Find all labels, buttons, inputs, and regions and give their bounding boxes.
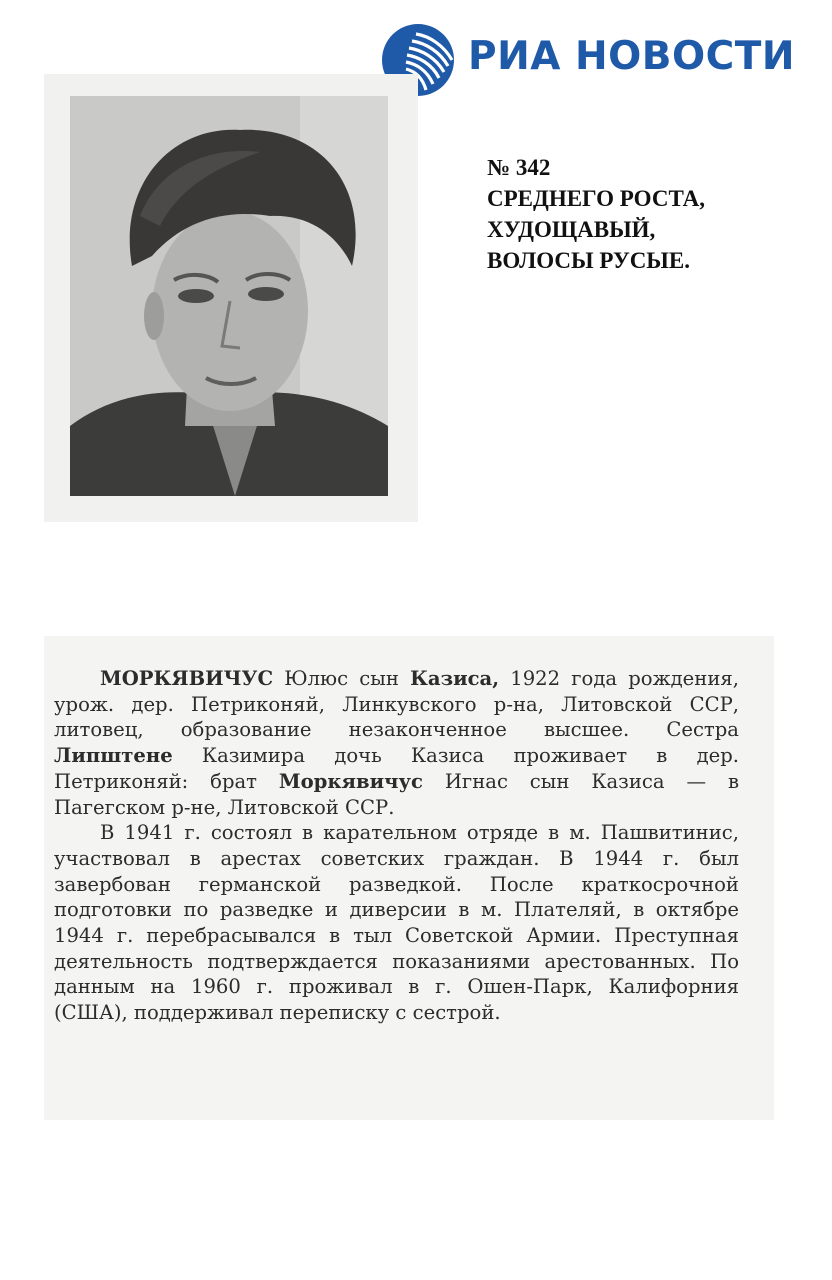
clipping-text bbox=[54, 666, 739, 1026]
newspaper-clipping bbox=[44, 636, 774, 1120]
caption bbox=[487, 152, 807, 276]
caption-line-3: ВОЛОСЫ РУСЫЕ. bbox=[487, 248, 690, 273]
sister-surname: Липштене bbox=[54, 744, 173, 768]
caption-number: № 342 bbox=[487, 155, 551, 180]
photo-frame bbox=[44, 74, 418, 522]
text-span: 1922 года рождения, урож. дер. Петриконяй, Линкувского р-на, Литовской ССР, литовец, образование незаконченное высшее. Сестра bbox=[54, 667, 739, 742]
clipping-paragraph-1 bbox=[54, 666, 739, 820]
text-span: Игнас сын Казиса — в Пагегском р-не, Литовской ССР. bbox=[54, 769, 739, 819]
surname: МОРКЯВИЧУС bbox=[100, 667, 274, 690]
brother-surname: Моркявичус bbox=[278, 769, 423, 793]
text-span: Казимира дочь Казиса проживает в дер. Петриконяй: брат bbox=[54, 744, 739, 793]
caption-line-1: СРЕДНЕГО РОСТА, bbox=[487, 186, 706, 211]
caption-line-2: ХУДОЩАВЫЙ, bbox=[487, 217, 656, 242]
portrait-photo bbox=[70, 96, 388, 496]
text-span: Юлюс сын bbox=[273, 667, 411, 690]
ria-novosti-logo[interactable] bbox=[382, 24, 808, 96]
logo-text: РИА НОВОСТИ bbox=[468, 34, 796, 79]
clipping-paragraph-2: В 1941 г. состоял в карательном отряде в м. Пашвитинис, участвовал в арестах советских граждан. В 1944 г. был завербован германской разведкой. После краткосрочной подготовки по разведке и диверсии в м. Плателяй, в октябре 1944 г. перебрасывался в тыл Советской Армии. Преступная деятельность подтверждается показаниями арестованных. По данным на 1960 г. проживал в г. Ошен-Парк, Калифорния (США), поддерживал переписку с сестрой. bbox=[54, 821, 739, 1025]
father-name: Казиса, bbox=[410, 667, 500, 690]
